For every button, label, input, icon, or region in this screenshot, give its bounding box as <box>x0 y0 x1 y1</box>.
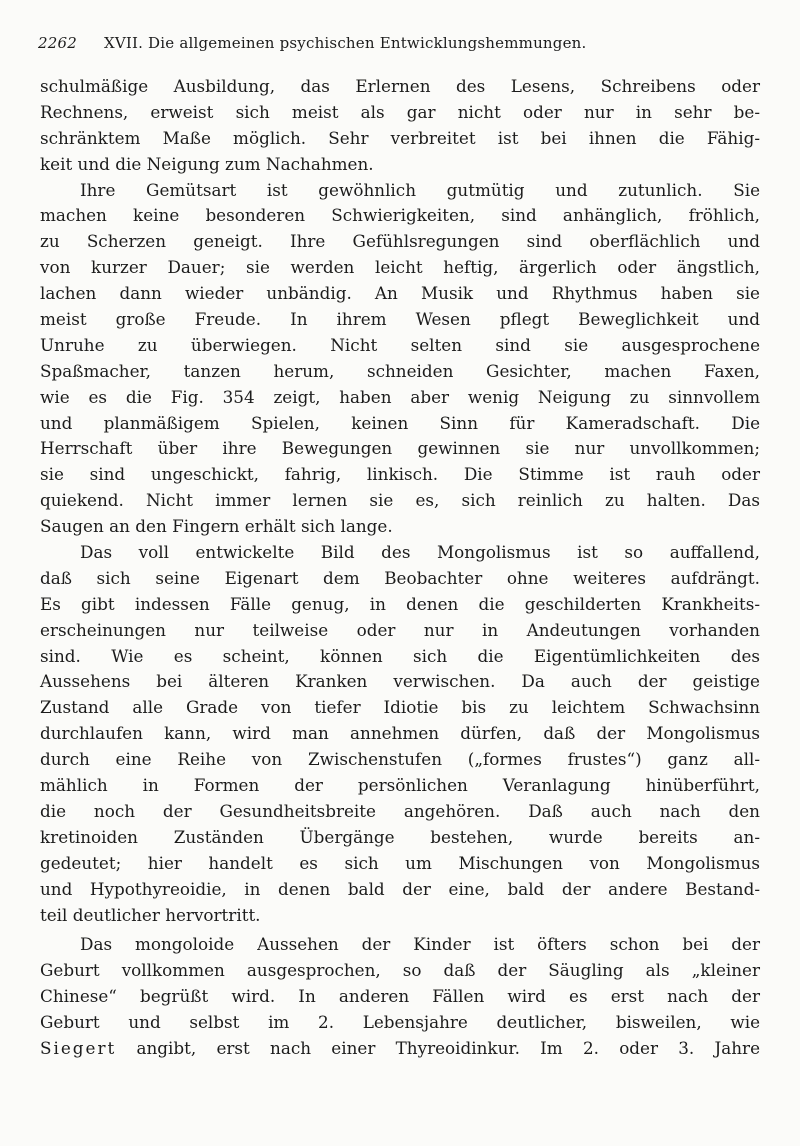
text-line <box>40 1036 760 1062</box>
text-line: kretinoiden Zuständen Übergänge bestehen, wurde bereits an- <box>40 826 760 847</box>
text-line: Herrschaft über ihre Bewegungen gewinnen sie nur unvollkommen; <box>40 438 760 459</box>
text-line: Das voll entwickelte Bild des Mongolismus ist so auffallend, <box>80 542 760 563</box>
text-line: mählich in Formen der persönlichen Veranlagung hinüberführt, <box>40 775 760 796</box>
text-line: Spaßmacher, tanzen herum, schneiden Gesichter, machen Faxen, <box>40 360 760 381</box>
text-line: Unruhe zu überwiegen. Nicht selten sind sie ausgesprochene <box>40 334 760 355</box>
text-line: Geburt vollkommen ausgesprochen, so daß der Säugling als „kleiner <box>40 960 760 981</box>
text-line: keit und die Neigung zum Nachahmen. <box>40 153 374 174</box>
text-line: Das mongoloide Aussehen der Kinder ist öfters schon bei der <box>80 934 760 955</box>
text-line: durch eine Reihe von Zwischenstufen („formes frustes“) ganz all- <box>40 749 760 770</box>
author-name: Siegert <box>40 1037 117 1058</box>
text-line: Ihre Gemütsart ist gewöhnlich gutmütig und zutunlich. Sie <box>80 179 760 200</box>
text-line: gedeutet; hier handelt es sich um Mischungen von Mongolismus <box>40 852 760 873</box>
paragraph-4 <box>40 932 760 1061</box>
text-line: Zustand alle Grade von tiefer Idiotie bis zu leichtem Schwachsinn <box>40 697 760 718</box>
text-line: teil deutlicher hervortritt. <box>40 904 261 925</box>
text-line: und Hypothyreoidie, in denen bald der eine, bald der andere Bestand- <box>40 878 760 899</box>
text-line: Saugen an den Fingern erhält sich lange. <box>40 516 393 537</box>
text-line: von kurzer Dauer; sie werden leicht heftig, ärgerlich oder ängstlich, <box>40 257 760 278</box>
text-line: Aussehens bei älteren Kranken verwischen. Da auch der geistige <box>40 671 760 692</box>
paragraph-2 <box>40 178 760 540</box>
body-text <box>40 74 760 1062</box>
text-line: Geburt und selbst im 2. Lebensjahre deutlicher, bisweilen, wie <box>40 1012 760 1033</box>
text-line: Rechnens, erweist sich meist als gar nicht oder nur in sehr be- <box>40 101 760 122</box>
text-line: durchlaufen kann, wird man annehmen dürfen, daß der Mongolismus <box>40 723 760 744</box>
page-header <box>38 34 758 58</box>
text-line: sie sind ungeschickt, fahrig, linkisch. Die Stimme ist rauh oder <box>40 464 760 485</box>
text-line: Es gibt indessen Fälle genug, in denen die geschilderten Krankheits- <box>40 593 760 614</box>
text-line: meist große Freude. In ihrem Wesen pflegt Beweglichkeit und <box>40 309 760 330</box>
text-line: schränktem Maße möglich. Sehr verbreitet ist bei ihnen die Fähig- <box>40 127 760 148</box>
text-line: quiekend. Nicht immer lernen sie es, sich reinlich zu halten. Das <box>40 490 760 511</box>
text-line: machen keine besonderen Schwierigkeiten, sind anhänglich, fröhlich, <box>40 205 760 226</box>
text-line: wie es die Fig. 354 zeigt, haben aber wenig Neigung zu sinnvollem <box>40 386 760 407</box>
text-line: zu Scherzen geneigt. Ihre Gefühlsregungen sind oberflächlich und <box>40 231 760 252</box>
text-line: erscheinungen nur teilweise oder nur in Andeutungen vorhanden <box>40 619 760 640</box>
paragraph-3 <box>40 540 760 928</box>
text-line: daß sich seine Eigenart dem Beobachter ohne weiteres aufdrängt. <box>40 567 760 588</box>
text-line: sind. Wie es scheint, können sich die Eigentümlichkeiten des <box>40 645 760 666</box>
text-fragment: angibt, erst nach einer Thyreoidinkur. Im 2. oder 3. Jahre <box>116 1037 760 1058</box>
running-head: XVII. Die allgemeinen psychischen Entwicklungshemmungen. <box>103 34 587 52</box>
paragraph-1 <box>40 74 760 178</box>
text-line: Chinese“ begrüßt wird. In anderen Fällen wird es erst nach der <box>40 986 760 1007</box>
text-line: die noch der Gesundheitsbreite angehören. Daß auch nach den <box>40 800 760 821</box>
text-line: lachen dann wieder unbändig. An Musik und Rhythmus haben sie <box>40 283 760 304</box>
text-line: schulmäßige Ausbildung, das Erlernen des Lesens, Schreibens oder <box>40 76 760 96</box>
page-number: 2262 <box>38 34 77 52</box>
text-line: und planmäßigem Spielen, keinen Sinn für Kameradschaft. Die <box>40 412 760 433</box>
